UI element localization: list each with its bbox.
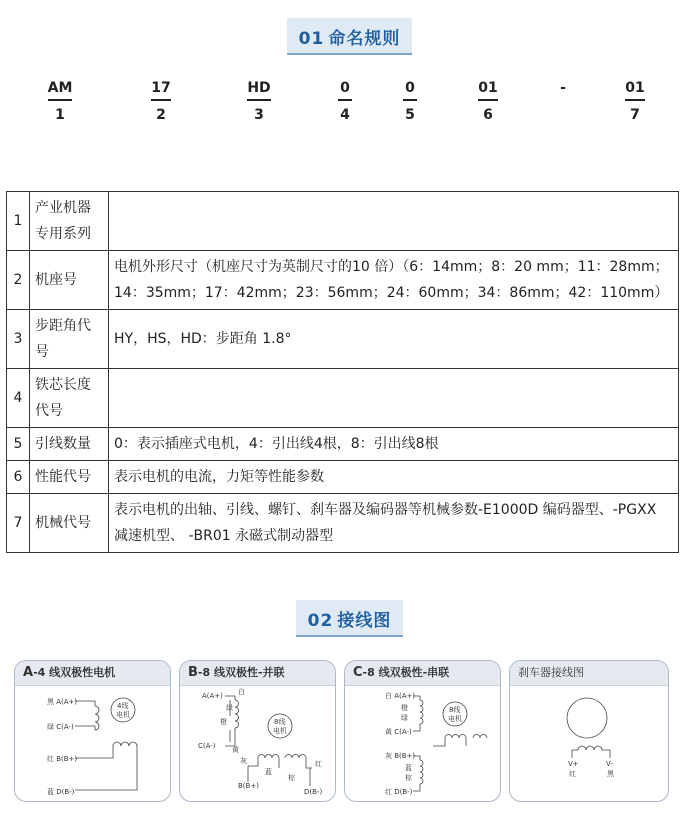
row-name: 性能代号 bbox=[30, 461, 109, 494]
row-index: 3 bbox=[7, 310, 30, 369]
table-row bbox=[7, 428, 679, 461]
wiring-schematic-a bbox=[15, 686, 170, 801]
code-segment: 17 2 bbox=[151, 80, 171, 123]
row-name: 产业机器专用系列 bbox=[30, 192, 109, 251]
wiring-diagram-c bbox=[344, 660, 501, 802]
code-segment: 01 7 bbox=[625, 80, 645, 123]
svg-text:V-: V- bbox=[606, 760, 613, 768]
svg-text:8线: 8线 bbox=[274, 718, 286, 726]
row-desc: HY，HS，HD：步距角 1.8° bbox=[109, 310, 679, 369]
svg-text:棕: 棕 bbox=[405, 774, 412, 782]
table-row bbox=[7, 310, 679, 369]
wiring-diagram-b bbox=[179, 660, 336, 802]
table-row bbox=[7, 251, 679, 310]
svg-text:红: 红 bbox=[315, 760, 322, 768]
row-index: 2 bbox=[7, 251, 30, 310]
wiring-diagram-brake bbox=[509, 660, 669, 802]
diagram-header: A-4 线双极性电机 bbox=[15, 661, 170, 686]
wiring-schematic-c bbox=[345, 686, 500, 801]
svg-text:黄: 黄 bbox=[232, 746, 239, 754]
row-index: 6 bbox=[7, 461, 30, 494]
svg-text:绿: 绿 bbox=[226, 704, 233, 712]
row-name: 机座号 bbox=[30, 251, 109, 310]
diagram-header: B-8 线双极性-并联 bbox=[180, 661, 335, 686]
row-name: 机械代号 bbox=[30, 494, 109, 553]
row-desc: 表示电机的出轴、引线、螺钉、刹车器及编码器等机械参数-E1000D 编码器型、-PGXX 减速机型、 -BR01 永磁式制动器型 bbox=[109, 494, 679, 553]
svg-text:灰 B(B+): 灰 B(B+) bbox=[385, 752, 416, 760]
section-number: 02 bbox=[307, 611, 334, 631]
svg-text:V+: V+ bbox=[568, 760, 579, 768]
section-title: 接线图 bbox=[337, 611, 392, 631]
svg-text:4线: 4线 bbox=[117, 702, 129, 710]
svg-text:红: 红 bbox=[569, 770, 576, 778]
svg-text:灰: 灰 bbox=[240, 757, 247, 765]
svg-text:D(B-): D(B-) bbox=[304, 788, 323, 796]
svg-text:B(B+): B(B+) bbox=[238, 782, 259, 790]
code-dash: - bbox=[560, 80, 566, 96]
svg-text:电机: 电机 bbox=[448, 715, 462, 723]
section-title: 命名规则 bbox=[328, 29, 401, 49]
svg-text:8线: 8线 bbox=[449, 706, 461, 714]
svg-text:红 B(B+): 红 B(B+) bbox=[47, 755, 78, 763]
row-name: 步距角代号 bbox=[30, 310, 109, 369]
svg-text:黑 A(A+): 黑 A(A+) bbox=[47, 698, 78, 706]
code-segment: 0 5 bbox=[385, 80, 435, 123]
svg-text:绿: 绿 bbox=[401, 714, 408, 722]
table-row bbox=[7, 461, 679, 494]
svg-text:蓝 D(B-): 蓝 D(B-) bbox=[47, 788, 75, 796]
code-segment: 0 4 bbox=[320, 80, 370, 123]
section-title-wiring bbox=[0, 600, 699, 637]
row-index: 4 bbox=[7, 369, 30, 428]
code-segment: HD 3 bbox=[247, 80, 271, 123]
row-desc: 表示电机的电流，力矩等性能参数 bbox=[109, 461, 679, 494]
svg-text:电机: 电机 bbox=[116, 711, 130, 719]
svg-text:红 D(B-): 红 D(B-) bbox=[385, 788, 413, 796]
svg-text:橙: 橙 bbox=[220, 718, 227, 726]
diagram-header: C-8 线双极性-串联 bbox=[345, 661, 500, 686]
spec-table bbox=[6, 191, 679, 553]
svg-text:棕: 棕 bbox=[288, 774, 295, 782]
model-code-row bbox=[0, 80, 699, 130]
wiring-schematic-b bbox=[180, 686, 335, 801]
code-segment: AM 1 bbox=[47, 80, 73, 123]
table-row bbox=[7, 369, 679, 428]
row-desc bbox=[109, 192, 679, 251]
svg-text:白 A(A+): 白 A(A+) bbox=[385, 692, 416, 700]
code-segment: 01 6 bbox=[478, 80, 498, 123]
row-name: 引线数量 bbox=[30, 428, 109, 461]
svg-text:蓝: 蓝 bbox=[265, 768, 272, 776]
table-row bbox=[7, 192, 679, 251]
diagram-header: 刹车器接线图 bbox=[510, 661, 668, 686]
svg-text:橙: 橙 bbox=[401, 704, 408, 712]
svg-text:C(A-): C(A-) bbox=[198, 742, 216, 750]
wiring-diagram-a bbox=[14, 660, 171, 802]
brake-schematic bbox=[510, 686, 668, 801]
svg-text:黄 C(A-): 黄 C(A-) bbox=[385, 728, 412, 736]
row-index: 5 bbox=[7, 428, 30, 461]
svg-text:电机: 电机 bbox=[273, 727, 287, 735]
svg-text:A(A+): A(A+) bbox=[202, 692, 223, 700]
svg-text:绿 C(A-): 绿 C(A-) bbox=[47, 723, 74, 731]
row-index: 1 bbox=[7, 192, 30, 251]
row-index: 7 bbox=[7, 494, 30, 553]
row-desc bbox=[109, 369, 679, 428]
section-title-naming bbox=[0, 18, 699, 55]
svg-text:白: 白 bbox=[238, 688, 245, 696]
row-desc: 0：表示插座式电机，4：引出线4根，8：引出线8根 bbox=[109, 428, 679, 461]
row-desc: 电机外形尺寸（机座尺寸为英制尺寸的10 倍）（6：14mm；8：20 mm；11：28mm；14：35mm；17：42mm；23：56mm；24：60mm；34：86mm；42：110mm） bbox=[109, 251, 679, 310]
row-name: 铁芯长度代号 bbox=[30, 369, 109, 428]
table-row bbox=[7, 494, 679, 553]
section-number: 01 bbox=[298, 29, 325, 49]
svg-text:蓝: 蓝 bbox=[405, 764, 412, 772]
svg-text:黑: 黑 bbox=[607, 770, 614, 778]
